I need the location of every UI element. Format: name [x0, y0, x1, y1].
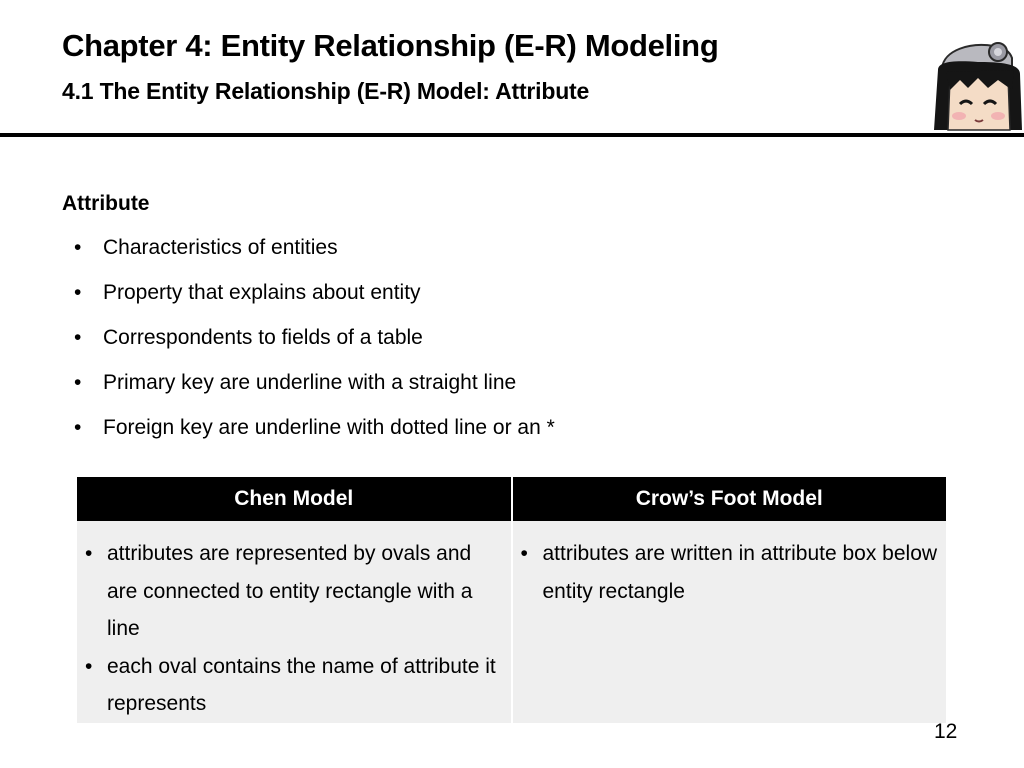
cartoon-character-icon: [932, 38, 1024, 132]
list-item: • attributes are written in attribute box below entity rectangle: [521, 535, 941, 610]
section-heading: Attribute: [62, 192, 150, 215]
header-divider: [0, 133, 1024, 137]
model-comparison-table: [77, 477, 946, 723]
page-number: 12: [934, 720, 958, 743]
table-row: [77, 521, 946, 723]
chen-model-cell: [77, 521, 512, 723]
crows-foot-points-list: [521, 535, 941, 610]
table-header-row: [77, 477, 946, 521]
list-item: • attributes are represented by ovals and are connected to entity rectangle with a line: [85, 535, 505, 648]
bullet-item: • Characteristics of entities: [74, 232, 555, 277]
slide-title: Chapter 4: Entity Relationship (E-R) Modeling: [62, 28, 719, 63]
list-item: • each oval contains the name of attribute it represents: [85, 648, 505, 723]
bullet-item: • Correspondents to fields of a table: [74, 322, 555, 367]
bullet-item: • Primary key are underline with a straight line: [74, 367, 555, 412]
bullet-item: • Property that explains about entity: [74, 277, 555, 322]
attribute-bullet-list: [74, 232, 555, 457]
crows-foot-model-header: Crow’s Foot Model: [512, 477, 947, 521]
chen-model-header: Chen Model: [77, 477, 512, 521]
crows-foot-model-cell: [512, 521, 947, 723]
chen-points-list: [85, 535, 505, 723]
bullet-item: • Foreign key are underline with dotted line or an *: [74, 412, 555, 457]
slide-subtitle: 4.1 The Entity Relationship (E-R) Model: Attribute: [62, 78, 590, 104]
